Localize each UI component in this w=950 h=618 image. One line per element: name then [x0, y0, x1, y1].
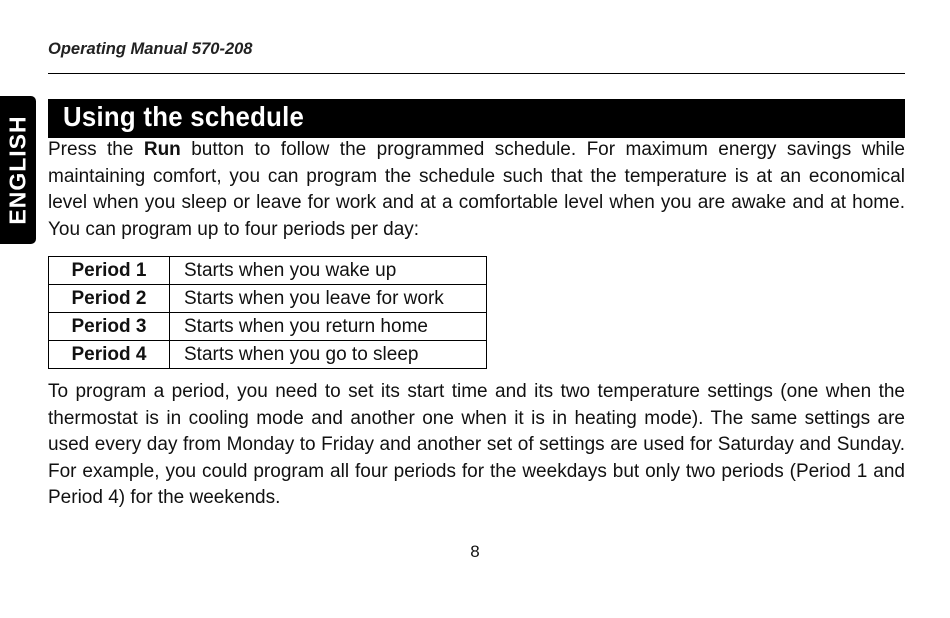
table-row	[49, 313, 487, 341]
table-row	[49, 341, 487, 369]
run-button-reference: Run	[143, 139, 181, 160]
intro-text-end: button to follow the programmed schedule. For maximum energy savings while maintaining comfort, you can program the schedule such that the temperature is at an economical level when you sleep or leave for work and at a comfortable level when you are awake and at home. You can program up to four periods per day:	[48, 139, 905, 240]
period-name: Period 4	[49, 341, 170, 369]
page-number: 8	[470, 542, 480, 561]
period-description: Starts when you return home	[170, 313, 487, 341]
period-name: Period 2	[49, 285, 170, 313]
table-row	[49, 285, 487, 313]
period-name: Period 1	[49, 257, 170, 285]
period-name: Period 3	[49, 313, 170, 341]
period-description: Starts when you leave for work	[170, 285, 487, 313]
body-paragraph: To program a period, you need to set its start time and its two temperature settings (one when the thermostat is in cooling mode and another one when it is in heating mode). The same settings are used every day from Monday to Friday and another set of settings are used for Saturday and Sunday. For example, you could program all four periods for the weekdays but only two periods (Period 1 and Period 4) for the weekends.	[48, 381, 905, 508]
period-description: Starts when you wake up	[170, 257, 487, 285]
periods-table	[48, 256, 487, 369]
language-tab-label: ENGLISH	[4, 115, 31, 225]
manual-title: Operating Manual 570-208	[48, 40, 253, 58]
intro-paragraph	[48, 137, 905, 243]
section-title: Using the schedule	[63, 101, 305, 132]
intro-text-start: Press the	[48, 139, 144, 160]
period-description: Starts when you go to sleep	[170, 341, 487, 369]
language-tab	[0, 96, 36, 244]
header-divider	[48, 73, 905, 74]
section-heading-banner	[48, 99, 905, 138]
table-row	[49, 257, 487, 285]
